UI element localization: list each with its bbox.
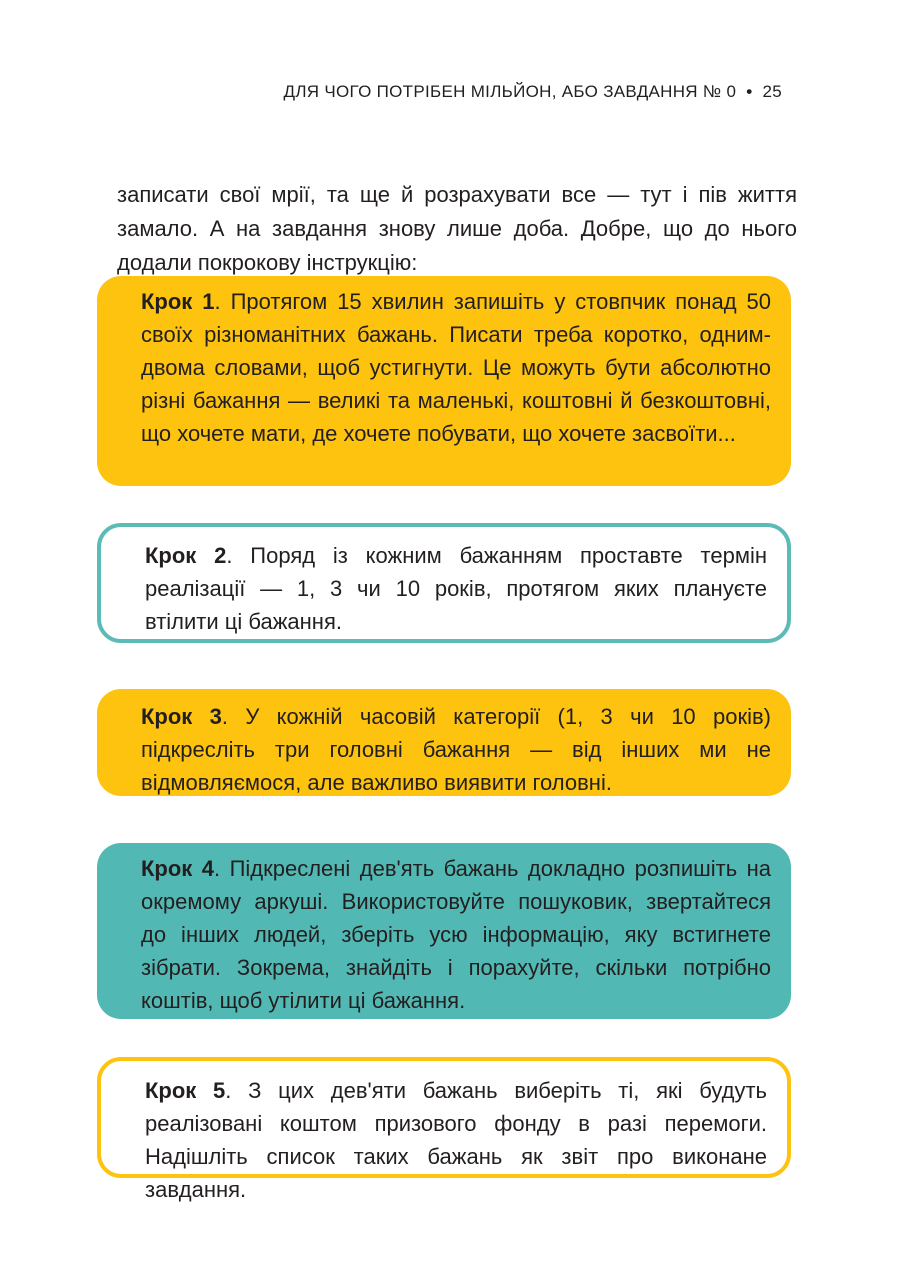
header-separator: • bbox=[746, 82, 753, 101]
step-4-label: Крок 4 bbox=[141, 856, 214, 881]
intro-paragraph: записати свої мрії, та ще й розрахувати все — тут і пів життя замало. А на завдання знову лише доба. Добре, що до нього додали покрокову інструкцію: bbox=[117, 182, 797, 275]
step-4-text: Підкреслені дев'ять бажань докладно розпишіть на окремому аркуші. Використовуйте пошуковик, звертайтеся до інших людей, зберіть усю інформацію, яку встигнете зібрати. Зокрема, знайдіть і порахуйте, скільки потрібно коштів, щоб утілити ці бажання. bbox=[141, 856, 772, 1013]
step-1-box: Крок 1. Протягом 15 хвилин запишіть у стовпчик понад 50 своїх різноманітних бажань. Писати треба коротко, одним-двома словами, щоб устигнути. Це можуть бути абсолютно різні бажання — великі та маленькі, коштовні й безкоштовні, що хочете мати, де хочете побувати, що хочете засвоїти... bbox=[97, 276, 791, 486]
step-4-box: Крок 4. Підкреслені дев'ять бажань докладно розпишіть на окремому аркуші. Використовуйте пошуковик, звертайтеся до інших людей, зберіть усю інформацію, яку встигнете зібрати. Зокрема, знайдіть і порахуйте, скільки потрібно коштів, щоб утілити ці бажання. bbox=[97, 843, 791, 1019]
step-5-text: З цих дев'яти бажань виберіть ті, які будуть реалізовані коштом призового фонду в разі перемоги. Надішліть список таких бажань як звіт про виконане завдання. bbox=[145, 1078, 767, 1202]
step-1-text: Протягом 15 хвилин запишіть у стовпчик понад 50 своїх різноманітних бажань. Писати треба коротко, одним-двома словами, щоб устигнути. Це можуть бути абсолютно різні бажання — великі та маленькі, коштовні й безкоштовні, що хочете мати, де хочете побувати, що хочете засвоїти... bbox=[141, 289, 772, 446]
step-5-box: Крок 5. З цих дев'яти бажань виберіть ті, які будуть реалізовані коштом призового фонду в разі перемоги. Надішліть список таких бажань як звіт про виконане завдання. bbox=[97, 1057, 791, 1178]
page-number: 25 bbox=[762, 82, 782, 101]
step-2-label: Крок 2 bbox=[145, 543, 227, 568]
step-3-label: Крок 3 bbox=[141, 704, 222, 729]
step-3-text: У кожній часовій категорії (1, 3 чи 10 років) підкресліть три головні бажання — від інших ми не відмовляємося, але важливо виявити головні. bbox=[141, 704, 771, 795]
step-2-text: Поряд із кожним бажанням проставте термін реалізації — 1, 3 чи 10 років, протягом яких плануєте втілити ці бажання. bbox=[145, 543, 767, 634]
running-title: ДЛЯ ЧОГО ПОТРІБЕН МІЛЬЙОН, АБО ЗАВДАННЯ № 0 bbox=[283, 82, 737, 101]
running-header bbox=[284, 82, 783, 102]
step-1-label: Крок 1 bbox=[141, 289, 215, 314]
step-3-box: Крок 3. У кожній часовій категорії (1, 3 чи 10 років) підкресліть три головні бажання — від інших ми не відмовляємося, але важливо виявити головні. bbox=[97, 689, 791, 796]
step-5-label: Крок 5 bbox=[145, 1078, 226, 1103]
step-2-box: Крок 2. Поряд із кожним бажанням проставте термін реалізації — 1, 3 чи 10 років, протягом яких плануєте втілити ці бажання. bbox=[97, 523, 791, 643]
